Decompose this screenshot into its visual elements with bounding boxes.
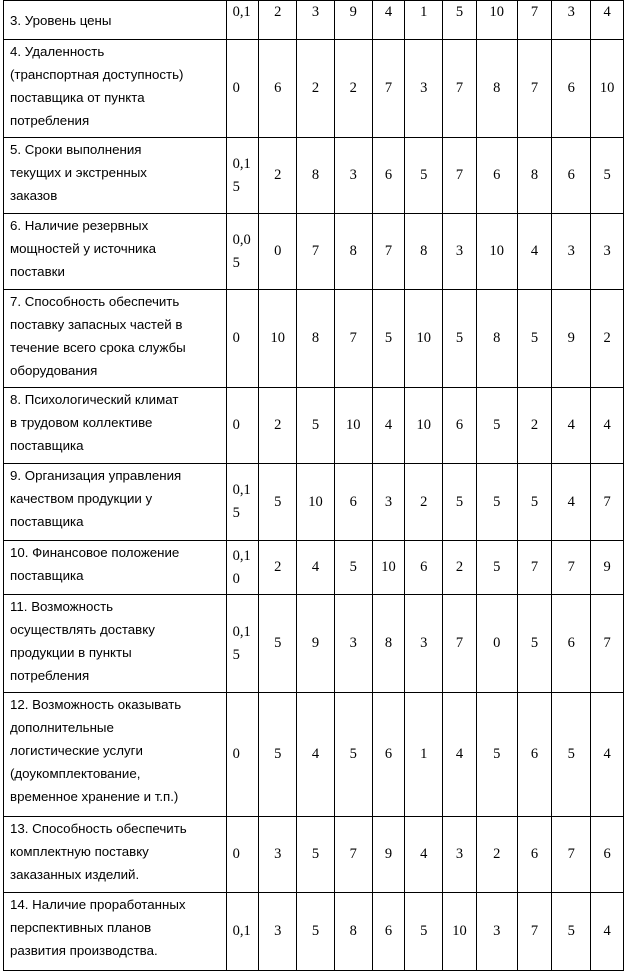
weight-cell: 0	[226, 388, 259, 464]
score-cell: 10	[443, 893, 477, 971]
criterion-cell: 10. Финансовое положение поставщика	[4, 541, 227, 595]
criterion-cell: 6. Наличие резервных мощностей у источника поставки	[4, 214, 227, 290]
score-cell: 9	[591, 541, 624, 595]
score-cell: 4	[591, 893, 624, 971]
score-cell: 9	[372, 817, 405, 893]
score-cell: 8	[334, 893, 372, 971]
score-cell: 5	[297, 388, 335, 464]
score-cell: 6	[405, 541, 443, 595]
score-cell: 6	[517, 693, 552, 817]
score-cell: 10	[334, 388, 372, 464]
score-cell: 9	[297, 595, 335, 693]
score-cell: 3	[334, 138, 372, 214]
table-row	[4, 40, 624, 138]
criterion-cell: 9. Организация управления качеством продукции у поставщика	[4, 464, 227, 541]
score-cell: 6	[443, 388, 477, 464]
weight-cell: 0	[226, 817, 259, 893]
score-cell: 5	[443, 1, 477, 40]
score-cell: 3	[443, 817, 477, 893]
table-row	[4, 138, 624, 214]
score-cell: 5	[259, 464, 297, 541]
score-cell: 4	[297, 541, 335, 595]
score-cell: 2	[517, 388, 552, 464]
table-row	[4, 388, 624, 464]
weight-cell: 0	[226, 290, 259, 388]
score-cell: 10	[297, 464, 335, 541]
score-cell: 2	[476, 817, 517, 893]
score-cell: 6	[259, 40, 297, 138]
table-row	[4, 464, 624, 541]
score-cell: 5	[443, 290, 477, 388]
score-cell: 4	[405, 817, 443, 893]
score-cell: 8	[405, 214, 443, 290]
score-cell: 5	[334, 693, 372, 817]
score-cell: 6	[552, 138, 591, 214]
score-cell: 4	[372, 1, 405, 40]
score-cell: 6	[372, 138, 405, 214]
score-cell: 5	[297, 893, 335, 971]
score-cell: 5	[476, 388, 517, 464]
score-cell: 4	[591, 1, 624, 40]
score-cell: 5	[517, 464, 552, 541]
score-cell: 7	[443, 40, 477, 138]
score-cell: 2	[297, 40, 335, 138]
score-cell: 6	[591, 817, 624, 893]
score-cell: 2	[259, 541, 297, 595]
score-cell: 5	[476, 693, 517, 817]
table-row	[4, 214, 624, 290]
score-cell: 4	[372, 388, 405, 464]
score-cell: 4	[591, 388, 624, 464]
weight-cell: 0,1	[226, 1, 259, 40]
score-cell: 6	[372, 693, 405, 817]
score-cell: 5	[591, 138, 624, 214]
score-cell: 7	[443, 595, 477, 693]
score-cell: 6	[334, 464, 372, 541]
score-cell: 3	[405, 595, 443, 693]
score-cell: 5	[405, 893, 443, 971]
score-cell: 5	[334, 541, 372, 595]
score-cell: 2	[334, 40, 372, 138]
score-cell: 3	[372, 464, 405, 541]
score-cell: 5	[552, 693, 591, 817]
weight-cell: 0,1 5	[226, 464, 259, 541]
score-cell: 10	[372, 541, 405, 595]
score-cell: 2	[259, 138, 297, 214]
score-cell: 7	[334, 290, 372, 388]
score-cell: 5	[476, 464, 517, 541]
criterion-cell: 7. Способность обеспечить поставку запасных частей в течение всего срока службы оборудования	[4, 290, 227, 388]
score-cell: 6	[552, 595, 591, 693]
score-cell: 7	[334, 817, 372, 893]
score-cell: 2	[259, 1, 297, 40]
score-cell: 3	[405, 40, 443, 138]
score-cell: 5	[259, 595, 297, 693]
score-cell: 10	[259, 290, 297, 388]
weight-cell: 0	[226, 693, 259, 817]
score-cell: 1	[405, 693, 443, 817]
score-cell: 6	[552, 40, 591, 138]
score-cell: 4	[517, 214, 552, 290]
weight-cell: 0	[226, 40, 259, 138]
score-cell: 3	[552, 1, 591, 40]
supplier-evaluation-table	[3, 0, 624, 971]
score-cell: 10	[476, 214, 517, 290]
score-cell: 6	[517, 817, 552, 893]
score-cell: 7	[443, 138, 477, 214]
table-row	[4, 893, 624, 971]
table-row	[4, 290, 624, 388]
criterion-cell: 11. Возможность осуществлять доставку продукции в пункты потребления	[4, 595, 227, 693]
score-cell: 4	[443, 693, 477, 817]
criterion-cell: 3. Уровень цены	[4, 1, 227, 40]
criterion-cell: 4. Удаленность (транспортная доступность) поставщика от пункта потребления	[4, 40, 227, 138]
score-cell: 8	[334, 214, 372, 290]
score-cell: 7	[552, 541, 591, 595]
score-cell: 5	[517, 595, 552, 693]
score-cell: 7	[591, 464, 624, 541]
criterion-cell: 5. Сроки выполнения текущих и экстренных заказов	[4, 138, 227, 214]
score-cell: 5	[372, 290, 405, 388]
score-cell: 7	[552, 817, 591, 893]
table-row	[4, 595, 624, 693]
score-cell: 5	[552, 893, 591, 971]
score-cell: 10	[405, 290, 443, 388]
score-cell: 4	[552, 388, 591, 464]
table-row	[4, 817, 624, 893]
score-cell: 5	[476, 541, 517, 595]
score-cell: 3	[552, 214, 591, 290]
score-cell: 9	[552, 290, 591, 388]
weight-cell: 0,1 5	[226, 595, 259, 693]
score-cell: 1	[405, 1, 443, 40]
score-cell: 10	[591, 40, 624, 138]
score-cell: 10	[476, 1, 517, 40]
score-cell: 8	[297, 290, 335, 388]
score-cell: 2	[259, 388, 297, 464]
weight-cell: 0,1 0	[226, 541, 259, 595]
score-cell: 5	[517, 290, 552, 388]
score-cell: 7	[591, 595, 624, 693]
score-cell: 8	[297, 138, 335, 214]
score-cell: 7	[517, 541, 552, 595]
weight-cell: 0,1	[226, 893, 259, 971]
score-cell: 3	[591, 214, 624, 290]
score-cell: 2	[405, 464, 443, 541]
score-cell: 5	[405, 138, 443, 214]
score-cell: 8	[476, 40, 517, 138]
score-cell: 3	[443, 214, 477, 290]
score-cell: 3	[259, 817, 297, 893]
score-cell: 7	[372, 40, 405, 138]
score-cell: 4	[552, 464, 591, 541]
criterion-cell: 13. Способность обеспечить комплектную поставку заказанных изделий.	[4, 817, 227, 893]
score-cell: 8	[476, 290, 517, 388]
score-cell: 2	[443, 541, 477, 595]
score-cell: 7	[517, 1, 552, 40]
table-row	[4, 1, 624, 40]
score-cell: 3	[334, 595, 372, 693]
score-cell: 8	[517, 138, 552, 214]
score-cell: 4	[297, 693, 335, 817]
score-cell: 5	[297, 817, 335, 893]
score-cell: 8	[372, 595, 405, 693]
criterion-cell: 14. Наличие проработанных перспективных планов развития производства.	[4, 893, 227, 971]
score-cell: 3	[297, 1, 335, 40]
table-row	[4, 541, 624, 595]
score-cell: 7	[517, 40, 552, 138]
score-cell: 3	[476, 893, 517, 971]
weight-cell: 0,0 5	[226, 214, 259, 290]
weight-cell: 0,1 5	[226, 138, 259, 214]
score-cell: 7	[517, 893, 552, 971]
score-cell: 9	[334, 1, 372, 40]
score-cell: 7	[372, 214, 405, 290]
score-cell: 5	[443, 464, 477, 541]
score-cell: 0	[259, 214, 297, 290]
criterion-cell: 8. Психологический климат в трудовом коллективе поставщика	[4, 388, 227, 464]
score-cell: 6	[372, 893, 405, 971]
score-cell: 5	[259, 693, 297, 817]
table-row	[4, 693, 624, 817]
score-cell: 3	[259, 893, 297, 971]
criterion-cell: 12. Возможность оказывать дополнительные логистические услуги (доукомплектование, временное хранение и т.п.)	[4, 693, 227, 817]
score-cell: 6	[476, 138, 517, 214]
score-cell: 10	[405, 388, 443, 464]
score-cell: 7	[297, 214, 335, 290]
score-cell: 4	[591, 693, 624, 817]
score-cell: 2	[591, 290, 624, 388]
score-cell: 0	[476, 595, 517, 693]
